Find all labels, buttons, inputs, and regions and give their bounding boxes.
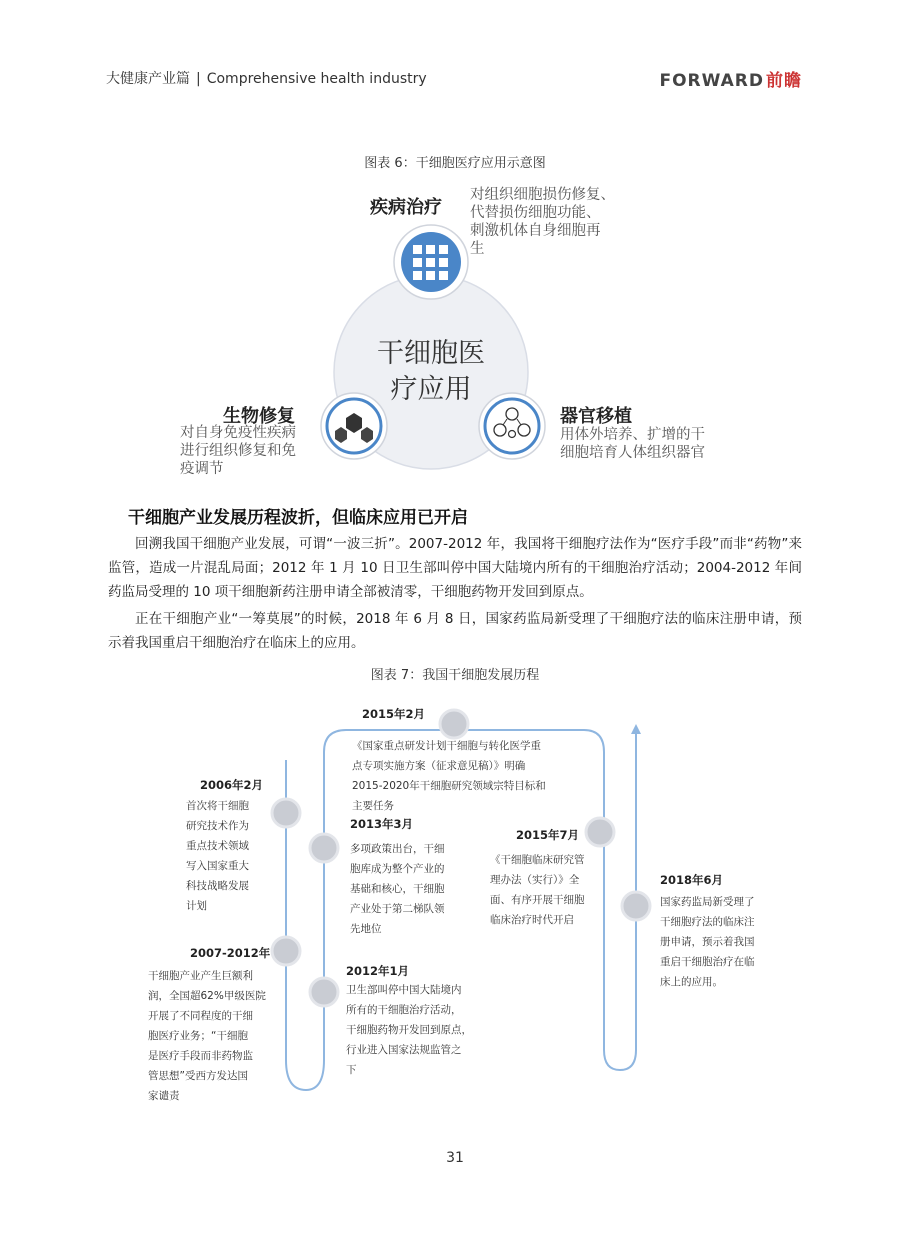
event-text — [346, 980, 496, 1080]
timeline-node — [272, 799, 300, 827]
desc-line: 刺激机体自身细胞再 — [470, 223, 601, 239]
event-line: 产业处于第二梯队领 — [350, 903, 445, 915]
desc-line: 对自身免疫性疾病 — [180, 425, 296, 441]
event-line: 卫生部叫停中国大陆境内 — [346, 984, 462, 996]
paragraph-2: 正在干细胞产业“一筹莫展”的时候，2018 年 6 月 8 日，国家药监局新受理了干细胞疗法的临床注册申请，预示着我国重启干细胞治疗在临床上的应用。 — [108, 611, 802, 651]
event-line: 基础和核心，干细胞 — [350, 883, 445, 895]
event-date: 2015年2月 — [362, 707, 426, 721]
event-line: 理办法（实行）》全 — [490, 874, 580, 886]
event-date: 2012年1月 — [346, 964, 410, 978]
timeline-node — [586, 818, 614, 846]
desc-line: 用体外培养、扩增的干 — [560, 427, 705, 443]
timeline-node — [440, 710, 468, 738]
arrow-up-icon — [631, 724, 641, 734]
desc-line: 对组织细胞损伤修复、 — [470, 187, 615, 203]
event-line: 胞医疗业务；“干细胞 — [148, 1030, 248, 1042]
event-text — [350, 839, 470, 939]
event-date: 2015年7月 — [516, 828, 580, 842]
event-date: 2006年2月 — [200, 778, 264, 792]
event-line: 《干细胞临床研究管 — [490, 854, 585, 866]
event-line: 主要任务 — [352, 800, 394, 812]
event-line: 重点技术领域 — [186, 840, 249, 852]
event-line: 重启干细胞治疗在临 — [660, 956, 755, 968]
event-line: 临床治疗时代开启 — [490, 914, 574, 926]
item-title-disease-treatment: 疾病治疗 — [370, 197, 442, 218]
section-title: 干细胞产业发展历程波折，但临床应用已开启 — [128, 508, 468, 528]
desc-line: 疫调节 — [180, 461, 224, 477]
event-line: 下 — [346, 1064, 357, 1076]
desc-line: 进行组织修复和免 — [180, 443, 296, 459]
brand-en: FORWARD — [659, 71, 764, 91]
event-text — [352, 736, 574, 816]
event-line: 首次将干细胞 — [186, 800, 249, 812]
event-line: 所有的干细胞治疗活动， — [346, 1004, 462, 1016]
event-line: 管思想”受西方发达国 — [148, 1070, 248, 1082]
event-line: 润，全国超62%甲级医院 — [148, 990, 266, 1002]
event-line: 先地位 — [350, 923, 382, 935]
page-number: 31 — [446, 1150, 464, 1166]
event-text — [660, 892, 776, 992]
event-line: 点专项实施方案（征求意见稿）》明确 — [352, 760, 526, 772]
timeline-node — [310, 978, 338, 1006]
event-line: 家谴责 — [148, 1090, 180, 1102]
desc-line: 代替损伤细胞功能、 — [470, 205, 601, 221]
event-line: 计划 — [186, 900, 207, 912]
event-date: 2013年3月 — [350, 817, 414, 831]
event-line: 科技战略发展 — [186, 880, 249, 892]
center-label-line1: 干细胞医 — [377, 338, 485, 369]
item-title-organ-transplant: 器官移植 — [560, 406, 632, 427]
event-date: 2007-2012年 — [190, 946, 271, 960]
timeline-node — [622, 892, 650, 920]
event-line: 国家药监局新受理了 — [660, 896, 755, 908]
event-text — [186, 796, 276, 916]
event-line: 面、有序开展干细胞 — [490, 894, 585, 906]
timeline-node — [310, 834, 338, 862]
event-line: 床上的应用。 — [660, 976, 723, 988]
event-line: 干细胞产业产生巨额利 — [148, 970, 253, 982]
header-separator: | — [196, 71, 201, 87]
event-date: 2018年6月 — [660, 873, 724, 887]
event-line: 多项政策出台，干细 — [350, 843, 445, 855]
event-text — [148, 966, 280, 1106]
event-text — [490, 850, 605, 930]
event-line: 2015-2020年干细胞研究领域宗特目标和 — [352, 780, 546, 792]
header-title-cn: 大健康产业篇 — [106, 71, 190, 87]
figure7-caption: 图表 7：我国干细胞发展历程 — [370, 668, 540, 683]
paragraph-1: 回溯我国干细胞产业发展，可谓“一波三折”。2007-2012 年，我国将干细胞疗法作为“医疗手段”而非“药物”来监管，造成一片混乱局面；2012 年 1 月 10 日卫生部叫停中国大陆境内所有的干细胞治疗活动；2004-2012 年间药监局受理的 10 项干细胞新药注册申请全部被清零，干细胞药物开发回到原点。 — [108, 536, 802, 600]
brand-cn: 前瞻 — [766, 71, 802, 91]
event-line: 开展了不同程度的干细 — [148, 1010, 253, 1022]
event-line: 行业进入国家法规监管之 — [346, 1044, 462, 1056]
figure6-caption: 图表 6：干细胞医疗应用示意图 — [364, 156, 546, 171]
event-line: 写入国家重大 — [186, 860, 249, 872]
event-line: 册申请，预示着我国 — [660, 936, 755, 948]
center-label-line2: 疗应用 — [390, 374, 472, 405]
event-line: 胞库成为整个产业的 — [350, 863, 445, 875]
item-title-bio-repair: 生物修复 — [223, 406, 295, 427]
timeline-node — [272, 937, 300, 965]
header-title-en: Comprehensive health industry — [206, 71, 427, 87]
event-line: 干细胞药物开发回到原点， — [346, 1024, 472, 1036]
event-line: 研究技术作为 — [186, 820, 249, 832]
event-line: 干细胞疗法的临床注 — [660, 916, 755, 928]
desc-line: 生 — [470, 241, 485, 257]
desc-line: 细胞培育人体组织器官 — [560, 445, 705, 461]
event-line: 《国家重点研发计划干细胞与转化医学重 — [352, 740, 541, 752]
event-line: 是医疗手段而非药物监 — [148, 1050, 253, 1062]
